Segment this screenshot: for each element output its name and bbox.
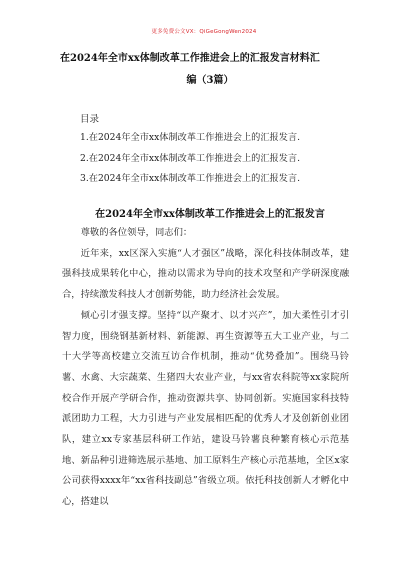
section-title: 在2024年全市xx体制改革工作推进会上的汇报发言 [95,209,325,220]
document-title-line-2: 编（3篇） [186,75,234,86]
body-paragraph: 近年来，xx区深入实施“人才强区”战略，深化科技体制改革，建强科技成果转化中心，推动以需求为导向的技术攻坚和产学研深度融合，持续激发科技人才创新势能，助力经济社会发展。 [62,247,349,301]
document-title [60,48,360,92]
section-body [62,223,349,513]
promo-banner: 更多免费公文VX：QiGeGongWen2024 [151,29,257,35]
toc-heading: 目录 [80,114,100,125]
toc-item[interactable]: 3.在2024年全市xx体制改革工作推进会上的汇报发言. [80,173,300,184]
toc-item[interactable]: 2.在2024年全市xx体制改革工作推进会上的汇报发言. [80,153,300,164]
body-paragraph: 倾心引才强支撑。坚持“以产聚才、以才兴产”，加大柔性引才引智力度，围绕钢基新材料、新能源、再生资源等五大工业产业，与二十大学等高校建立交流互访合作机制，推动“优势叠加”。围绕马铃薯、水禽、大宗蔬菜、生猪四大农业产业，与xx省农科院等xx家院所校合作开展产学研合作，推动资源共享、协同创新。实施国家科技特派团助力工程，大力引进与产业发展相匹配的优秀人才及创新创业团队，建立xx专家基层科研工作站，建设马铃薯良种繁育核心示范基地、新品种引进筛选展示基地、加工原料生产核心示范基地，全区x家公司获得xxxx年“xx省科技副总”省级立项。依托科技创新人才孵化中心，搭建以 [62,309,349,508]
document-title-line-1: 在2024年全市xx体制改革工作推进会上的汇报发言材料汇 [60,53,320,64]
toc-item[interactable]: 1.在2024年全市xx体制改革工作推进会上的汇报发言. [80,132,300,143]
salutation: 尊敬的各位领导，同志们： [80,227,193,238]
